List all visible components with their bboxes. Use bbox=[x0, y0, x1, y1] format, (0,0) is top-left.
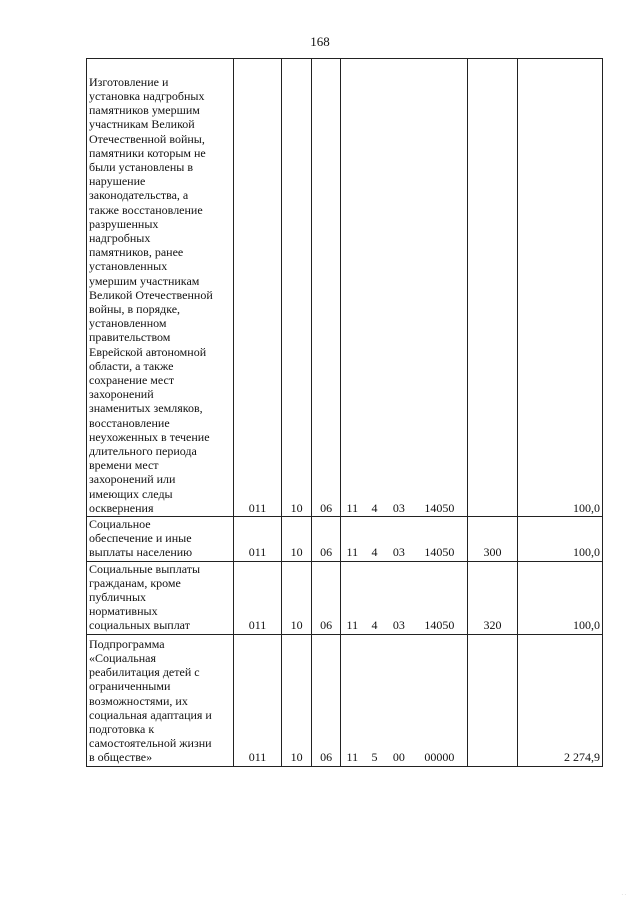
amount-value: 100,0 bbox=[518, 517, 603, 562]
program-code: 11 bbox=[341, 634, 363, 766]
table-row bbox=[87, 517, 603, 562]
row-name-cell: Подпрограмма «Социальная реабилитация детей с ограниченными возможностями, их социальная адаптация и подготовка к самостоятельной жизни в обществе» bbox=[87, 634, 234, 766]
ministry-code: 011 bbox=[233, 59, 282, 517]
amount-value: 100,0 bbox=[518, 561, 603, 634]
subsection-code: 06 bbox=[311, 517, 341, 562]
budget-table bbox=[86, 58, 603, 767]
subprogram-code: 4 bbox=[363, 517, 385, 562]
direction-code: 00000 bbox=[412, 634, 467, 766]
section-code: 10 bbox=[282, 517, 312, 562]
subsection-code: 06 bbox=[311, 59, 341, 517]
main-event-code: 03 bbox=[386, 561, 412, 634]
ministry-code: 011 bbox=[233, 517, 282, 562]
direction-code: 14050 bbox=[412, 59, 467, 517]
expense-type-code: 320 bbox=[467, 561, 518, 634]
direction-code: 14050 bbox=[412, 561, 467, 634]
row-name-cell: Социальное обеспечение и иные выплаты населению bbox=[87, 517, 234, 562]
ministry-code: 011 bbox=[233, 634, 282, 766]
amount-value: 100,0 bbox=[518, 59, 603, 517]
program-code: 11 bbox=[341, 59, 363, 517]
program-code: 11 bbox=[341, 517, 363, 562]
ministry-code: 011 bbox=[233, 561, 282, 634]
direction-code: 14050 bbox=[412, 517, 467, 562]
main-event-code: 03 bbox=[386, 59, 412, 517]
table-row bbox=[87, 561, 603, 634]
program-code: 11 bbox=[341, 561, 363, 634]
subprogram-code: 5 bbox=[363, 634, 385, 766]
page-number: 168 bbox=[310, 34, 330, 49]
subprogram-code: 4 bbox=[363, 59, 385, 517]
main-event-code: 03 bbox=[386, 517, 412, 562]
table-row bbox=[87, 59, 603, 517]
subsection-code: 06 bbox=[311, 634, 341, 766]
expense-type-code bbox=[467, 59, 518, 517]
row-name-cell: Социальные выплаты гражданам, кроме публичных нормативных социальных выплат bbox=[87, 561, 234, 634]
section-code: 10 bbox=[282, 634, 312, 766]
subsection-code: 06 bbox=[311, 561, 341, 634]
section-code: 10 bbox=[282, 59, 312, 517]
scan-mark: . . bbox=[621, 891, 626, 897]
row-name-cell: Изготовление и установка надгробных памятников умершим участникам Великой Отечественной войны, памятники которым не были установлены в нарушение законодательства, а также восстановление разрушенных надгробных памятников, ранее установленных умершим участникам Великой Отечественной войны, в порядке, установленном правительством Еврейской автономной области, а также сохранение мест захоронений знаменитых земляков, восстановление неухоженных в течение длительного периода времени мест захоронений или имеющих следы осквернения bbox=[87, 59, 234, 517]
expense-type-code bbox=[467, 634, 518, 766]
table-row bbox=[87, 634, 603, 766]
subprogram-code: 4 bbox=[363, 561, 385, 634]
expense-type-code: 300 bbox=[467, 517, 518, 562]
section-code: 10 bbox=[282, 561, 312, 634]
amount-value: 2 274,9 bbox=[518, 634, 603, 766]
main-event-code: 00 bbox=[386, 634, 412, 766]
